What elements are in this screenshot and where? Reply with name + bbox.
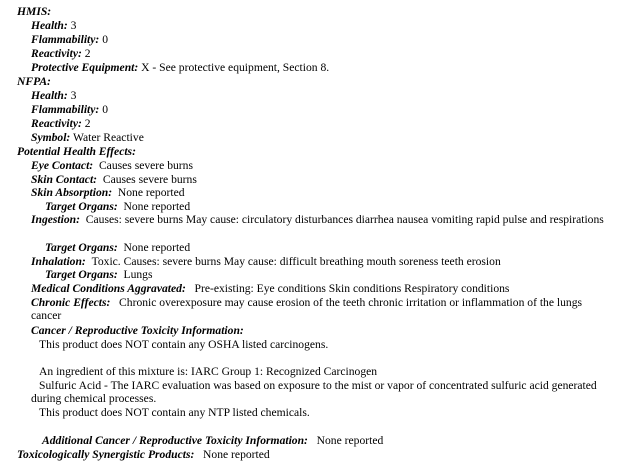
nfpa-reactivity-row (31, 117, 91, 130)
skin-contact-label: Skin Contact: (31, 173, 98, 186)
chronic-effects-label: Chronic Effects: (31, 296, 111, 309)
medical-conditions-row (31, 282, 509, 295)
inhalation-target-value: Lungs (123, 268, 153, 281)
health-effects-heading: Potential Health Effects: (17, 145, 136, 158)
hmis-reactivity-label: Reactivity: (31, 47, 82, 60)
skin-absorption-target-label: Target Organs: (45, 200, 118, 213)
medical-conditions-label: Medical Conditions Aggravated: (31, 282, 186, 295)
nfpa-heading: NFPA: (17, 75, 51, 88)
skin-absorption-target-row (45, 200, 190, 213)
inhalation-row (31, 255, 501, 268)
nfpa-symbol-row (31, 131, 144, 144)
skin-contact-value: Causes severe burns (102, 173, 197, 186)
nfpa-flammability-row (31, 103, 108, 116)
osha-text: This product does NOT contain any OSHA listed carcinogens. (39, 338, 329, 351)
hmis-reactivity-value: 2 (84, 47, 91, 60)
skin-absorption-target-value: None reported (123, 200, 191, 213)
ingestion-value: Causes: severe burns May cause: circulatory disturbances diarrhea nausea vomiting rapid pulse and respirations (85, 213, 604, 226)
nfpa-health-row (31, 89, 76, 102)
ingestion-target-label: Target Organs: (45, 241, 118, 254)
inhalation-target-label: Target Organs: (45, 268, 118, 281)
inhalation-value: Toxic. Causes: severe burns May cause: difficult breathing mouth soreness teeth erosion (91, 255, 501, 268)
inhalation-label: Inhalation: (31, 255, 86, 268)
chronic-effects-row (31, 296, 611, 322)
medical-conditions-value: Pre-existing: Eye conditions Skin conditions Respiratory conditions (194, 282, 510, 295)
eye-contact-value: Causes severe burns (98, 159, 193, 172)
hmis-protective-row (31, 61, 329, 74)
hmis-health-row (31, 19, 76, 32)
eye-contact-row (31, 159, 193, 172)
synergistic-label: Toxicologically Synergistic Products: (17, 448, 195, 461)
skin-absorption-value: None reported (117, 186, 185, 199)
ingestion-row (31, 213, 611, 226)
nfpa-health-value: 3 (70, 89, 77, 102)
nfpa-reactivity-label: Reactivity: (31, 117, 82, 130)
hmis-health-label: Health: (31, 19, 68, 32)
nfpa-flammability-label: Flammability: (31, 103, 100, 116)
hmis-protective-label: Protective Equipment: (31, 61, 139, 74)
eye-contact-label: Eye Contact: (31, 159, 94, 172)
hmis-reactivity-row (31, 47, 91, 60)
hmis-flammability-row (31, 33, 108, 46)
additional-cancer-value: None reported (316, 434, 384, 447)
chronic-effects-value: Chronic overexposure may cause erosion of the teeth chronic irritation or inflammation of the lungs cancer (31, 296, 583, 322)
hmis-flammability-label: Flammability: (31, 33, 100, 46)
ingestion-target-value: None reported (123, 241, 191, 254)
nfpa-reactivity-value: 2 (84, 117, 91, 130)
skin-absorption-label: Skin Absorption: (31, 186, 113, 199)
synergistic-row (17, 448, 270, 461)
hmis-flammability-value: 0 (102, 33, 108, 46)
skin-contact-row (31, 173, 197, 186)
hmis-health-value: 3 (70, 19, 77, 32)
nfpa-symbol-value: Water Reactive (73, 131, 144, 144)
sulfuric-text: Sulfuric Acid - The IARC evaluation was based on exposure to the mist or vapor of concentrated sulfuric acid generated during chemical processes. (31, 379, 597, 405)
iarc-text: An ingredient of this mixture is: IARC Group 1: Recognized Carcinogen (39, 365, 378, 378)
synergistic-value: None reported (203, 448, 270, 461)
skin-absorption-row (31, 186, 185, 199)
nfpa-symbol-label: Symbol: (31, 131, 71, 144)
hmis-heading: HMIS: (17, 5, 52, 18)
nfpa-health-label: Health: (31, 89, 68, 102)
ntp-text: This product does NOT contain any NTP listed chemicals. (39, 406, 310, 419)
hmis-protective-value: X - See protective equipment, Section 8. (141, 61, 330, 74)
cancer-heading: Cancer / Reproductive Toxicity Information: (31, 324, 244, 337)
nfpa-flammability-value: 0 (102, 103, 108, 116)
inhalation-target-row (45, 268, 152, 281)
additional-cancer-row (42, 434, 383, 447)
additional-cancer-label: Additional Cancer / Reproductive Toxicity Information: (42, 434, 308, 447)
ingestion-label: Ingestion: (31, 213, 80, 226)
ingestion-target-row (45, 241, 190, 254)
